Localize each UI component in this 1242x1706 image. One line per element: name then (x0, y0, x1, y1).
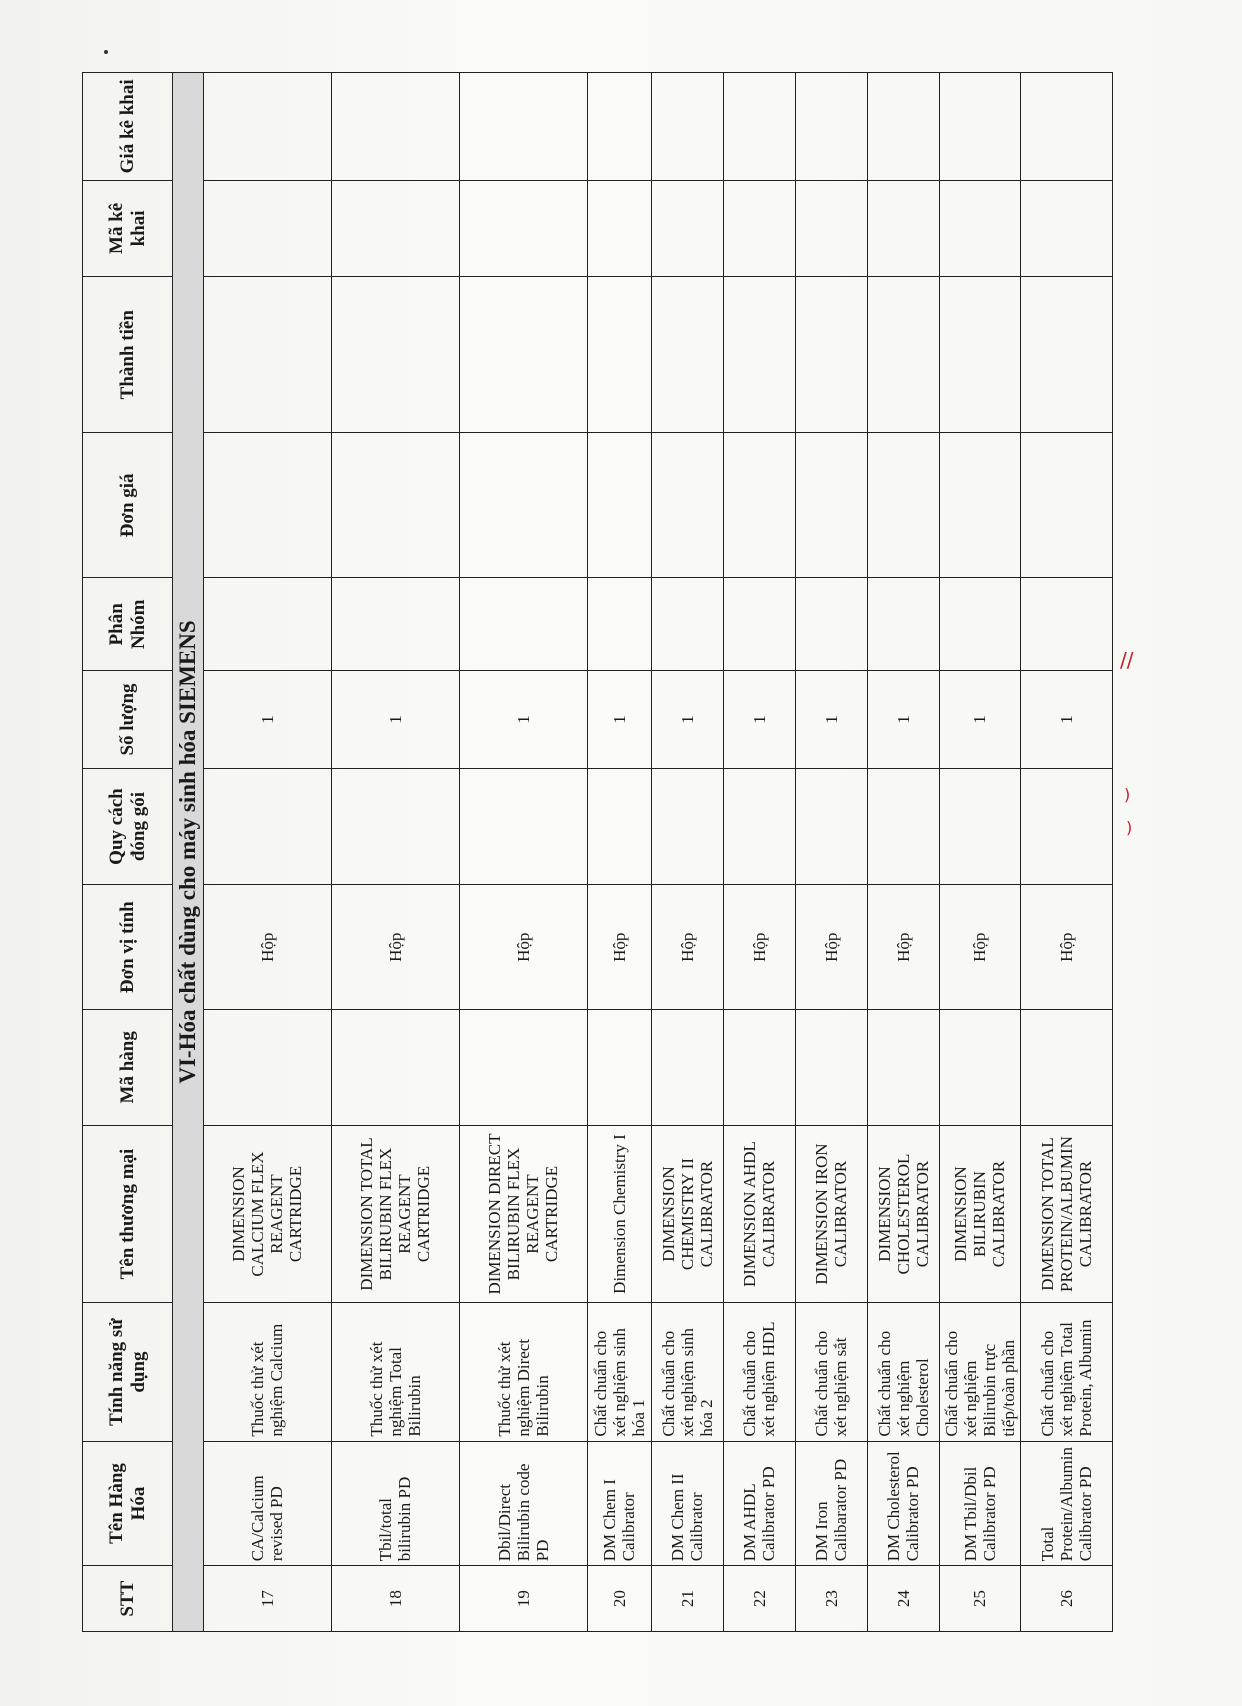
name-cell: Dbil/Direct Bilirubin code PD (459, 1441, 587, 1566)
usage-cell: Chất chuẩn cho xét nghiệm sắt (795, 1303, 867, 1441)
quantity-cell: 1 (459, 671, 587, 768)
table-row (651, 73, 723, 1632)
table-row (939, 73, 1020, 1632)
col-quantity: Số lượng (83, 671, 173, 768)
quantity-cell: 1 (203, 671, 331, 768)
quantity-cell: 1 (331, 671, 459, 768)
declared-code-cell (1020, 180, 1112, 276)
trade-name-cell: Dimension Chemistry I (587, 1125, 651, 1303)
group-cell (587, 578, 651, 671)
declared-price-cell (1020, 73, 1112, 181)
quantity-cell: 1 (867, 671, 939, 768)
unit-cell: Hộp (331, 885, 459, 1010)
declared-code-cell (651, 180, 723, 276)
unit-price-cell (651, 433, 723, 578)
unit-price-cell (1020, 433, 1112, 578)
packing-cell (1020, 768, 1112, 885)
name-cell: DM AHDL Calibrator PD (723, 1441, 795, 1566)
stt-cell: 24 (867, 1566, 939, 1632)
col-stt: STT (83, 1566, 173, 1632)
stt-cell: 19 (459, 1566, 587, 1632)
packing-cell (203, 768, 331, 885)
price-table (82, 72, 1113, 1632)
unit-cell: Hộp (203, 885, 331, 1010)
pen-mark: // (1120, 648, 1134, 672)
packing-cell (867, 768, 939, 885)
amount-cell (795, 277, 867, 433)
declared-code-cell (587, 180, 651, 276)
declared-price-cell (459, 73, 587, 181)
amount-cell (651, 277, 723, 433)
stt-cell: 23 (795, 1566, 867, 1632)
unit-price-cell (459, 433, 587, 578)
amount-cell (723, 277, 795, 433)
group-cell (331, 578, 459, 671)
stt-cell: 20 (587, 1566, 651, 1632)
amount-cell (1020, 277, 1112, 433)
usage-cell: Chất chuẩn cho xét nghiệm sinh hóa 2 (651, 1303, 723, 1441)
col-packing: Quy cách đóng gói (83, 768, 173, 885)
col-code: Mã hàng (83, 1010, 173, 1126)
unit-price-cell (867, 433, 939, 578)
declared-code-cell (867, 180, 939, 276)
usage-cell: Chất chuẩn cho xét nghiệm Bilirubin trực tiếp/toàn phần (939, 1303, 1020, 1441)
quantity-cell: 1 (651, 671, 723, 768)
unit-price-cell (795, 433, 867, 578)
declared-price-cell (587, 73, 651, 181)
declared-code-cell (203, 180, 331, 276)
name-cell: CA/Calcium revised PD (203, 1441, 331, 1566)
table-row (867, 73, 939, 1632)
pen-mark: ) (1126, 818, 1133, 837)
name-cell: DM Chem II Calibrator (651, 1441, 723, 1566)
trade-name-cell: DIMENSION IRON CALIBRATOR (795, 1125, 867, 1303)
name-cell: Tbil/total bilirubin PD (331, 1441, 459, 1566)
declared-code-cell (795, 180, 867, 276)
table-row (587, 73, 651, 1632)
price-table-rotated (82, 72, 1095, 1632)
group-cell (203, 578, 331, 671)
usage-cell: Chất chuẩn cho xét nghiệm sinh hóa 1 (587, 1303, 651, 1441)
table-row (459, 73, 587, 1632)
table-row (723, 73, 795, 1632)
group-cell (795, 578, 867, 671)
code-cell (203, 1010, 331, 1126)
name-cell: DM Chem I Calibrator (587, 1441, 651, 1566)
col-usage: Tính năng sử dụng (83, 1303, 173, 1441)
declared-code-cell (459, 180, 587, 276)
declared-price-cell (331, 73, 459, 181)
declared-code-cell (723, 180, 795, 276)
code-cell (795, 1010, 867, 1126)
code-cell (1020, 1010, 1112, 1126)
group-cell (1020, 578, 1112, 671)
stt-cell: 22 (723, 1566, 795, 1632)
amount-cell (203, 277, 331, 433)
table-row (1020, 73, 1112, 1632)
code-cell (651, 1010, 723, 1126)
speck-dot (104, 50, 108, 54)
packing-cell (723, 768, 795, 885)
trade-name-cell: DIMENSION CHEMISTRY II CALIBRATOR (651, 1125, 723, 1303)
group-cell (939, 578, 1020, 671)
unit-cell: Hộp (795, 885, 867, 1010)
unit-cell: Hộp (723, 885, 795, 1010)
stt-cell: 21 (651, 1566, 723, 1632)
table-row (203, 73, 331, 1632)
trade-name-cell: DIMENSION TOTAL PROTEIN/ALBUMIN CALIBRATOR (1020, 1125, 1112, 1303)
col-group: Phân Nhóm (83, 578, 173, 671)
code-cell (331, 1010, 459, 1126)
packing-cell (459, 768, 587, 885)
pen-mark: ) (1124, 785, 1131, 804)
unit-cell: Hộp (459, 885, 587, 1010)
unit-cell: Hộp (587, 885, 651, 1010)
code-cell (587, 1010, 651, 1126)
declared-price-cell (795, 73, 867, 181)
usage-cell: Chất chuẩn cho xét nghiệm Total Protein, Albumin (1020, 1303, 1112, 1441)
name-cell: Total Protein/Albumin Calibrator PD (1020, 1441, 1112, 1566)
amount-cell (587, 277, 651, 433)
name-cell: DM Iron Calibarator PD (795, 1441, 867, 1566)
unit-price-cell (723, 433, 795, 578)
packing-cell (651, 768, 723, 885)
code-cell (723, 1010, 795, 1126)
trade-name-cell: DIMENSION AHDL CALIBRATOR (723, 1125, 795, 1303)
col-declared-price: Giá kê khai (83, 73, 173, 181)
col-name: Tên Hàng Hóa (83, 1441, 173, 1566)
unit-price-cell (203, 433, 331, 578)
code-cell (867, 1010, 939, 1126)
name-cell: DM Cholesterol Calibrator PD (867, 1441, 939, 1566)
stt-cell: 26 (1020, 1566, 1112, 1632)
section-row (173, 73, 204, 1632)
packing-cell (587, 768, 651, 885)
unit-cell: Hộp (867, 885, 939, 1010)
group-cell (651, 578, 723, 671)
col-trade-name: Tên thương mại (83, 1125, 173, 1303)
declared-code-cell (331, 180, 459, 276)
trade-name-cell: DIMENSION DIRECT BILIRUBIN FLEX REAGENT CARTRIDGE (459, 1125, 587, 1303)
table-row (795, 73, 867, 1632)
unit-price-cell (331, 433, 459, 578)
unit-price-cell (939, 433, 1020, 578)
col-unit-price: Đơn giá (83, 433, 173, 578)
packing-cell (939, 768, 1020, 885)
declared-price-cell (651, 73, 723, 181)
declared-price-cell (939, 73, 1020, 181)
code-cell (459, 1010, 587, 1126)
code-cell (939, 1010, 1020, 1126)
usage-cell: Thuốc thử xét nghiệm Calcium (203, 1303, 331, 1441)
unit-price-cell (587, 433, 651, 578)
unit-cell: Hộp (1020, 885, 1112, 1010)
packing-cell (331, 768, 459, 885)
col-amount: Thành tiền (83, 277, 173, 433)
group-cell (459, 578, 587, 671)
amount-cell (459, 277, 587, 433)
usage-cell: Thuốc thử xét nghiệm Direct Bilirubin (459, 1303, 587, 1441)
usage-cell: Thuốc thử xét nghiệm Total Bilirubin (331, 1303, 459, 1441)
quantity-cell: 1 (1020, 671, 1112, 768)
group-cell (867, 578, 939, 671)
declared-code-cell (939, 180, 1020, 276)
trade-name-cell: DIMENSION BILIRUBIN CALIBRATOR (939, 1125, 1020, 1303)
col-declared-code: Mã kê khai (83, 180, 173, 276)
quantity-cell: 1 (587, 671, 651, 768)
declared-price-cell (203, 73, 331, 181)
amount-cell (867, 277, 939, 433)
stt-cell: 25 (939, 1566, 1020, 1632)
unit-cell: Hộp (939, 885, 1020, 1010)
amount-cell (331, 277, 459, 433)
quantity-cell: 1 (723, 671, 795, 768)
name-cell: DM Tbil/Dbil Calibrator PD (939, 1441, 1020, 1566)
section-title: VI-Hóa chất dùng cho máy sinh hóa SIEMENS (173, 73, 204, 1632)
quantity-cell: 1 (795, 671, 867, 768)
packing-cell (795, 768, 867, 885)
header-row (83, 73, 173, 1632)
table-row (331, 73, 459, 1632)
trade-name-cell: DIMENSION CALCIUM FLEX REAGENT CARTRIDGE (203, 1125, 331, 1303)
usage-cell: Chất chuẩn cho xét nghiệm Cholesterol (867, 1303, 939, 1441)
trade-name-cell: DIMENSION CHOLESTEROL CALIBRATOR (867, 1125, 939, 1303)
group-cell (723, 578, 795, 671)
stt-cell: 17 (203, 1566, 331, 1632)
stt-cell: 18 (331, 1566, 459, 1632)
declared-price-cell (723, 73, 795, 181)
usage-cell: Chất chuẩn cho xét nghiệm HDL (723, 1303, 795, 1441)
amount-cell (939, 277, 1020, 433)
quantity-cell: 1 (939, 671, 1020, 768)
trade-name-cell: DIMENSION TOTAL BILIRUBIN FLEX REAGENT CARTRIDGE (331, 1125, 459, 1303)
declared-price-cell (867, 73, 939, 181)
unit-cell: Hộp (651, 885, 723, 1010)
col-unit: Đơn vị tính (83, 885, 173, 1010)
